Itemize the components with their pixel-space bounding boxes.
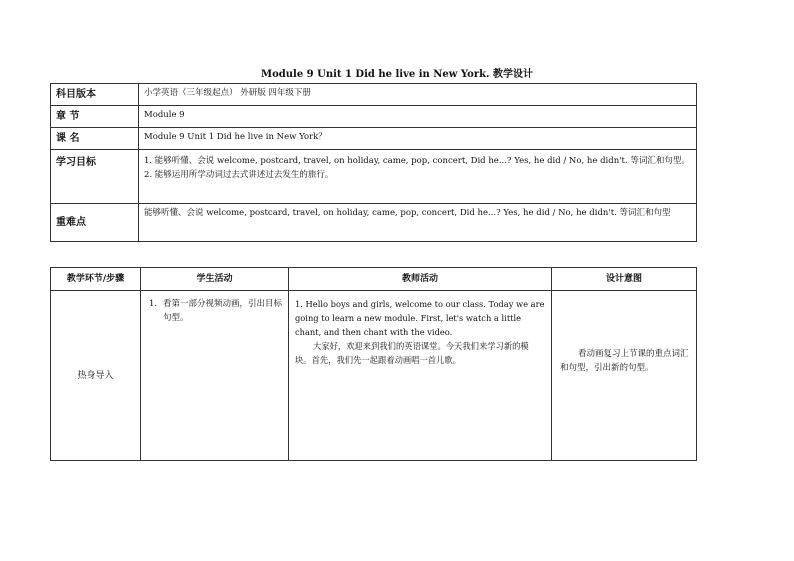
design-intent-cell [552,291,697,461]
student-activity-item [149,297,282,325]
lesson-label: 课 名 [51,128,139,150]
teaching-plan-table [50,267,697,461]
info-row-goals [51,150,697,204]
goal-1: 1. 能够听懂、会说 welcome, postcard, travel, on holiday, came, pop, concert, Did he...? Yes, he did / No, he didn't. 等词汇和句型。 [144,156,690,166]
key-points-value: 能够听懂、会说 welcome, postcard, travel, on holiday, came, pop, concert, Did he...? Yes, he did / No, he didn't. 等词汇和句型 [139,204,697,242]
info-row-key-points [51,204,697,242]
header-teacher-activity: 教师活动 [289,268,552,291]
student-activity-number: 1. [149,299,158,309]
chapter-label: 章 节 [51,106,139,128]
edition-label: 科目版本 [51,84,139,106]
plan-header-row [51,268,697,291]
design-intent-text: 看动画复习上节课的重点词汇和句型，引出新的句型。 [560,349,689,373]
course-info-table [50,83,697,242]
chapter-value: Module 9 [139,106,697,128]
info-row-edition [51,84,697,106]
goals-value [139,150,697,204]
document-title: Module 9 Unit 1 Did he live in New York. 教学设计 [261,69,533,80]
plan-row-warmup [51,291,697,461]
teacher-activity-cell [289,291,552,461]
info-row-lesson [51,128,697,150]
header-design-intent: 设计意图 [552,268,697,291]
student-activity-text: 看第一部分视频动画，引出目标句型。 [163,299,283,323]
goals-label: 学习目标 [51,150,139,204]
stage-warmup: 热身导入 [51,291,141,461]
teacher-activity-chinese: 大家好，欢迎来到我们的英语课堂。今天我们来学习新的模块。首先，我们先一起跟着动画唱一首儿歌。 [295,341,529,365]
edition-value: 小学英语（三年级起点） 外研版 四年级下册 [139,84,697,106]
info-row-chapter [51,106,697,128]
key-points-label: 重难点 [51,204,139,242]
header-stage: 教学环节/步骤 [51,268,141,291]
student-activity-cell [141,291,289,461]
lesson-value: Module 9 Unit 1 Did he live in New York？ [139,128,697,150]
header-student-activity: 学生活动 [141,268,289,291]
goal-2: 2. 能够运用所学动词过去式讲述过去发生的旅行。 [144,170,334,180]
teacher-activity-english: 1. Hello boys and girls, welcome to our class. Today we are going to learn a new module. First, let's watch a little chant, and then chant with the video. [295,299,545,337]
